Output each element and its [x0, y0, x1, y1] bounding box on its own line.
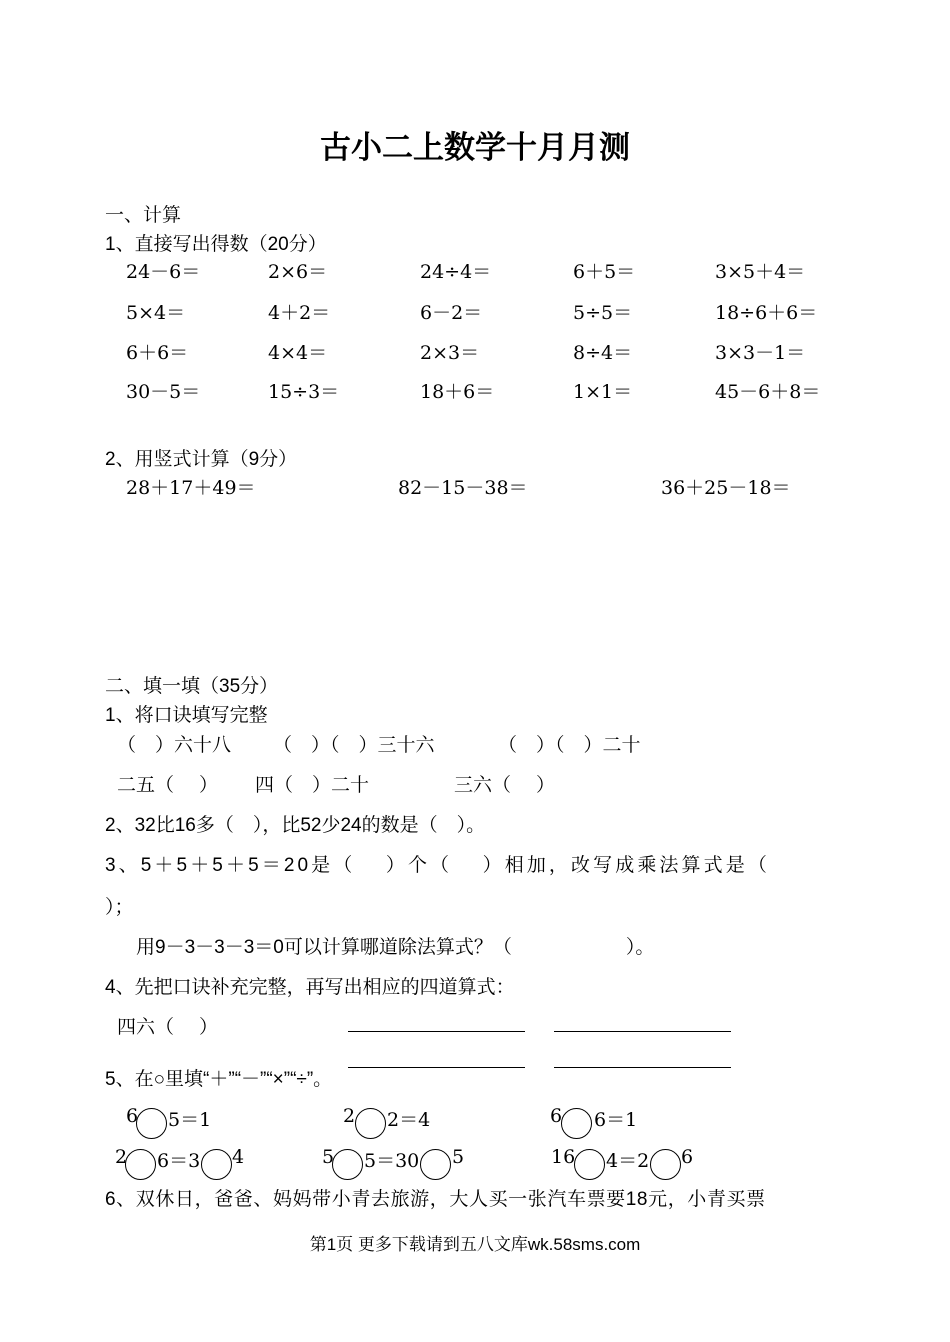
arith-item: 6＋6＝ — [126, 342, 189, 364]
answer-line — [554, 1067, 731, 1068]
mnemonic-blank: （ ）（ ）三十六 — [273, 734, 435, 756]
section1-heading: 一、计算 — [105, 205, 182, 226]
page-footer: 第1页 更多下载请到五八文库wk.58sms.com — [309, 1235, 641, 1254]
operator-circle[interactable] — [125, 1149, 156, 1180]
arith-item: 3×3－1＝ — [715, 342, 806, 364]
op-operand: 6＝3 — [157, 1150, 201, 1172]
arith-item: 24－6＝ — [126, 261, 201, 283]
mnemonic-blank: 二五（ ） — [117, 774, 219, 796]
vertical-calc-item: 82－15－38＝ — [398, 477, 528, 499]
arith-item: 45－6＋8＝ — [715, 381, 821, 403]
arith-item: 2×3＝ — [420, 342, 480, 364]
operator-circle[interactable] — [650, 1149, 681, 1180]
op-operand: 6 — [126, 1105, 139, 1127]
mnemonic-blank: （ ）六十八 — [117, 734, 232, 756]
arith-item: 1×1＝ — [573, 381, 633, 403]
q2-label: 2、用竖式计算（9分） — [105, 449, 298, 470]
arith-item: 5÷5＝ — [573, 302, 633, 324]
op-operand: 5 — [452, 1146, 465, 1168]
answer-line — [348, 1067, 525, 1068]
arith-item: 30－5＝ — [126, 381, 201, 403]
s2-q4-label: 4、先把口诀补充完整，再写出相应的四道算式： — [105, 977, 515, 998]
arith-item: 4×4＝ — [268, 342, 328, 364]
operator-circle[interactable] — [136, 1108, 167, 1139]
s2-q4-prompt: 四六（ ） — [117, 1016, 219, 1038]
answer-line — [348, 1031, 525, 1032]
q1-label: 1、直接写出得数（20分） — [105, 234, 327, 255]
arith-item: 8÷4＝ — [573, 342, 633, 364]
vertical-calc-item: 28＋17＋49＝ — [126, 477, 256, 499]
op-operand: 2 — [115, 1146, 128, 1168]
operator-circle[interactable] — [201, 1149, 232, 1180]
mnemonic-blank: 三六（ ） — [454, 774, 556, 796]
page-title: 古小二上数学十月月测 — [320, 130, 630, 166]
arith-item: 18÷6＋6＝ — [715, 302, 818, 324]
vertical-calc-item: 36＋25－18＝ — [661, 477, 791, 499]
s2-q3-line2: ）； — [105, 897, 134, 918]
answer-line — [554, 1031, 731, 1032]
arith-item: 18＋6＝ — [420, 381, 495, 403]
arith-item: 15÷3＝ — [268, 381, 340, 403]
op-operand: 6 — [681, 1146, 694, 1168]
op-operand: 5 — [322, 1146, 335, 1168]
s2-q5-label: 5、在○里填“＋”“－”“×”“÷”。 — [105, 1069, 333, 1090]
op-operand: 2＝4 — [387, 1109, 431, 1131]
operator-circle[interactable] — [332, 1149, 363, 1180]
s2-q1-label: 1、将口诀填写完整 — [105, 705, 268, 726]
operator-circle[interactable] — [355, 1108, 386, 1139]
mnemonic-blank: 四（ ）二十 — [255, 774, 370, 796]
op-operand: 2 — [343, 1105, 356, 1127]
s2-q2: 2、32比16多（ ），比52少24的数是（ ）。 — [105, 815, 486, 836]
arith-item: 24÷4＝ — [420, 261, 492, 283]
op-operand: 5＝30 — [364, 1150, 420, 1172]
operator-circle[interactable] — [574, 1149, 605, 1180]
op-operand: 6＝1 — [594, 1109, 638, 1131]
op-operand: 4 — [232, 1146, 245, 1168]
arith-item: 2×6＝ — [268, 261, 328, 283]
s2-q6: 6、双休日，爸爸、妈妈带小青去旅游，大人买一张汽车票要18元，小青买票 — [105, 1189, 766, 1210]
operator-circle[interactable] — [420, 1149, 451, 1180]
mnemonic-blank: （ ）（ ）二十 — [498, 734, 641, 756]
arith-item: 6＋5＝ — [573, 261, 636, 283]
op-operand: 6 — [550, 1105, 563, 1127]
op-operand: 16 — [551, 1146, 576, 1168]
arith-item: 3×5＋4＝ — [715, 261, 806, 283]
s2-q3-line1: 3、5＋5＋5＋5＝20是（ ）个（ ）相加，改写成乘法算式是（ — [105, 855, 770, 876]
operator-circle[interactable] — [561, 1108, 592, 1139]
section2-heading: 二、填一填（35分） — [105, 676, 279, 697]
arith-item: 6－2＝ — [420, 302, 483, 324]
op-operand: 4＝2 — [606, 1150, 650, 1172]
arith-item: 4＋2＝ — [268, 302, 331, 324]
op-operand: 5＝1 — [168, 1109, 212, 1131]
s2-q3-line3: 用9－3－3－3＝0可以计算哪道除法算式？（ ）。 — [136, 937, 655, 958]
arith-item: 5×4＝ — [126, 302, 186, 324]
